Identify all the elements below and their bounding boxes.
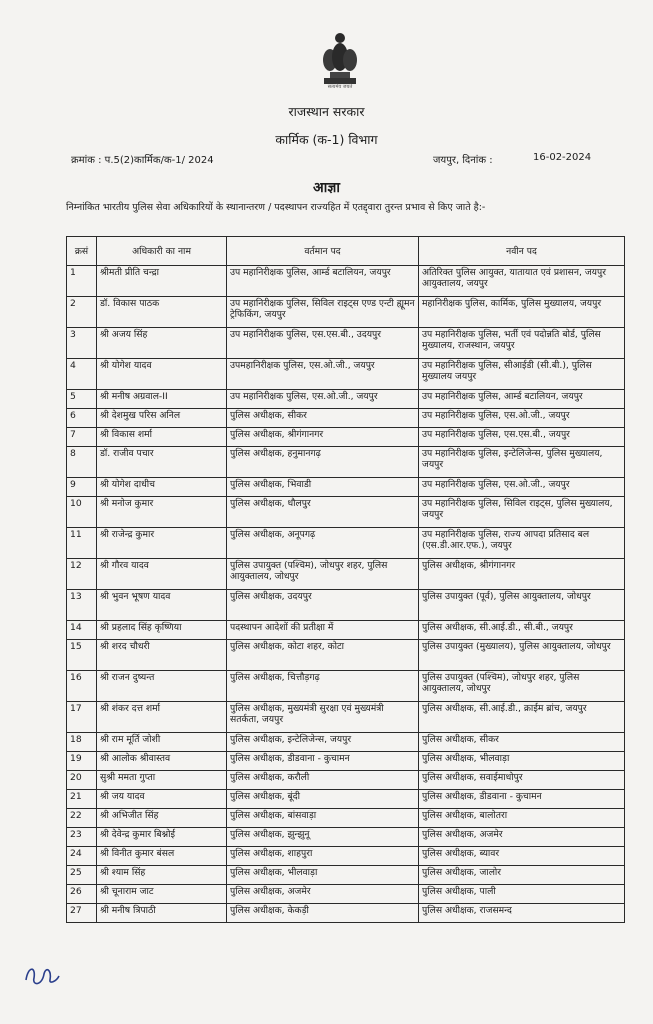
- department-name: कार्मिक (क-1) विभाग: [275, 132, 378, 147]
- row-new-post: पुलिस अधीक्षक, जालोर: [419, 866, 625, 885]
- row-current-post: पुलिस अधीक्षक, भिवाडी: [227, 478, 419, 497]
- government-name: राजस्थान सरकार: [288, 104, 365, 119]
- row-current-post: पुलिस अधीक्षक, चित्तौड़गढ़: [227, 671, 419, 702]
- row-current-post: पुलिस अधीक्षक, डीडवाना - कुचामन: [227, 752, 419, 771]
- table-row: [67, 359, 625, 390]
- table-row: [67, 847, 625, 866]
- row-current-post: उप महानिरीक्षक पुलिस, एस.ओ.जी., जयपुर: [227, 390, 419, 409]
- order-date: 16-02-2024: [533, 152, 592, 163]
- intro-text: निम्नांकित भारतीय पुलिस सेवा अधिकारियों के स्थानान्तरण / पदस्थापन राज्यहित में एतद्द्वारा तुरन्त प्रभाव से किए जाते है:-: [66, 202, 486, 213]
- row-serial: 8: [67, 447, 97, 478]
- row-serial: 23: [67, 828, 97, 847]
- row-new-post: उप महानिरीक्षक पुलिस, इन्टेलिजेन्स, पुलिस मुख्यालय, जयपुर: [419, 447, 625, 478]
- row-serial: 13: [67, 590, 97, 621]
- table-row: [67, 828, 625, 847]
- table-row: [67, 409, 625, 428]
- row-serial: 10: [67, 497, 97, 528]
- row-officer-name: श्री गौरव यादव: [97, 559, 227, 590]
- row-new-post: पुलिस अधीक्षक, सी.आई.डी., क्राईम ब्रांच, जयपुर: [419, 702, 625, 733]
- row-current-post: उप महानिरीक्षक पुलिस, एस.एस.बी., उदयपुर: [227, 328, 419, 359]
- row-new-post: उप महानिरीक्षक पुलिस, राज्य आपदा प्रतिसाद बल (एस.डी.आर.एफ.), जयपुर: [419, 528, 625, 559]
- row-serial: 18: [67, 733, 97, 752]
- order-title: आज्ञा: [313, 180, 340, 196]
- row-serial: 22: [67, 809, 97, 828]
- signature-mark: [22, 960, 62, 990]
- row-current-post: पुलिस उपायुक्त (पश्चिम), जोधपुर शहर, पुलिस आयुक्तालय, जोधपुर: [227, 559, 419, 590]
- row-officer-name: श्री श्याम सिंह: [97, 866, 227, 885]
- table-row: [67, 752, 625, 771]
- row-new-post: पुलिस अधीक्षक, अजमेर: [419, 828, 625, 847]
- row-officer-name: श्री विकास शर्मा: [97, 428, 227, 447]
- row-new-post: पुलिस अधीक्षक, राजसमन्द: [419, 904, 625, 923]
- row-new-post: उप महानिरीक्षक पुलिस, सीआईडी (सी.बी.), पुलिस मुख्यालय जयपुर: [419, 359, 625, 390]
- row-officer-name: श्री देशमुख परिस अनिल: [97, 409, 227, 428]
- row-current-post: पुलिस अधीक्षक, सीकर: [227, 409, 419, 428]
- row-serial: 7: [67, 428, 97, 447]
- row-officer-name: श्री अजय सिंह: [97, 328, 227, 359]
- row-current-post: पुलिस अधीक्षक, अनूपगढ़: [227, 528, 419, 559]
- table-row: [67, 266, 625, 297]
- row-serial: 19: [67, 752, 97, 771]
- row-officer-name: श्री शंकर दत्त शर्मा: [97, 702, 227, 733]
- row-new-post: पुलिस अधीक्षक, सीकर: [419, 733, 625, 752]
- table-row: [67, 809, 625, 828]
- table-row: [67, 771, 625, 790]
- row-officer-name: श्रीमती प्रीति चन्द्रा: [97, 266, 227, 297]
- row-new-post: उप महानिरीक्षक पुलिस, एस.ओ.जी., जयपुर: [419, 409, 625, 428]
- table-row: [67, 733, 625, 752]
- row-new-post: महानिरीक्षक पुलिस, कार्मिक, पुलिस मुख्यालय, जयपुर: [419, 297, 625, 328]
- row-officer-name: श्री प्रहलाद सिंह कृष्णिया: [97, 621, 227, 640]
- row-serial: 15: [67, 640, 97, 671]
- table-row: [67, 671, 625, 702]
- table-row: [67, 390, 625, 409]
- table-row: [67, 702, 625, 733]
- row-officer-name: श्री भुवन भूषण यादव: [97, 590, 227, 621]
- row-serial: 27: [67, 904, 97, 923]
- row-new-post: पुलिस अधीक्षक, बालोतरा: [419, 809, 625, 828]
- row-new-post: पुलिस अधीक्षक, सी.आई.डी., सी.बी., जयपुर: [419, 621, 625, 640]
- row-current-post: उप महानिरीक्षक पुलिस, सिविल राइट्स एण्ड एन्टी ह्यूमन ट्रेफिकिंग, जयपुर: [227, 297, 419, 328]
- table-row: [67, 904, 625, 923]
- row-new-post: पुलिस उपायुक्त (पश्चिम), जोधपुर शहर, पुलिस आयुक्तालय, जोधपुर: [419, 671, 625, 702]
- place-label: जयपुर, दिनांक :: [433, 155, 493, 166]
- row-new-post: उप महानिरीक्षक पुलिस, एस.एस.बी., जयपुर: [419, 428, 625, 447]
- table-row: [67, 866, 625, 885]
- row-current-post: पुलिस अधीक्षक, हनुमानगढ़: [227, 447, 419, 478]
- table-row: [67, 297, 625, 328]
- row-new-post: पुलिस अधीक्षक, ब्यावर: [419, 847, 625, 866]
- row-serial: 5: [67, 390, 97, 409]
- row-serial: 4: [67, 359, 97, 390]
- col-header-current-post: वर्तमान पद: [227, 237, 419, 266]
- row-serial: 25: [67, 866, 97, 885]
- row-serial: 2: [67, 297, 97, 328]
- table-row: [67, 447, 625, 478]
- row-new-post: उप महानिरीक्षक पुलिस, सिविल राइट्स, पुलिस मुख्यालय, जयपुर: [419, 497, 625, 528]
- row-officer-name: श्री देवेन्द्र कुमार बिश्नोई: [97, 828, 227, 847]
- row-serial: 17: [67, 702, 97, 733]
- row-current-post: उप महानिरीक्षक पुलिस, आर्म्ड बटालियन, जयपुर: [227, 266, 419, 297]
- table-body: [67, 266, 625, 923]
- row-current-post: पुलिस अधीक्षक, शाहपुरा: [227, 847, 419, 866]
- row-new-post: उप महानिरीक्षक पुलिस, भर्ती एवं पदोन्नति बोर्ड, पुलिस मुख्यालय, राजस्थान, जयपुर: [419, 328, 625, 359]
- row-new-post: पुलिस उपायुक्त (मुख्यालय), पुलिस आयुक्तालय, जोधपुर: [419, 640, 625, 671]
- row-current-post: पुलिस अधीक्षक, इन्टेलिजेन्स, जयपुर: [227, 733, 419, 752]
- col-header-new-post: नवीन पद: [419, 237, 625, 266]
- table-header-row: [67, 237, 625, 266]
- row-officer-name: श्री अभिजीत सिंह: [97, 809, 227, 828]
- row-current-post: उपमहानिरीक्षक पुलिस, एस.ओ.जी., जयपुर: [227, 359, 419, 390]
- row-new-post: उप महानिरीक्षक पुलिस, एस.ओ.जी., जयपुर: [419, 478, 625, 497]
- row-officer-name: श्री राजन दुष्यन्त: [97, 671, 227, 702]
- row-officer-name: डॉ. राजीव पचार: [97, 447, 227, 478]
- row-officer-name: श्री योगेश यादव: [97, 359, 227, 390]
- row-current-post: पुलिस अधीक्षक, श्रीगंगानगर: [227, 428, 419, 447]
- row-officer-name: श्री मनीष अग्रवाल-II: [97, 390, 227, 409]
- table-row: [67, 885, 625, 904]
- row-current-post: पुलिस अधीक्षक, झुन्झुनू: [227, 828, 419, 847]
- row-new-post: उप महानिरीक्षक पुलिस, आर्म्ड बटालियन, जयपुर: [419, 390, 625, 409]
- row-officer-name: श्री राम मूर्ति जोशी: [97, 733, 227, 752]
- table-row: [67, 528, 625, 559]
- reference-value: प.5(2)कार्मिक/क-1/ 2024: [104, 155, 214, 166]
- row-new-post: अतिरिक्त पुलिस आयुक्त, यातायात एवं प्रशासन, जयपुर आयुक्तालय, जयपुर: [419, 266, 625, 297]
- row-new-post: पुलिस अधीक्षक, सवाईमाधोपुर: [419, 771, 625, 790]
- row-serial: 11: [67, 528, 97, 559]
- row-new-post: पुलिस अधीक्षक, श्रीगंगानगर: [419, 559, 625, 590]
- row-officer-name: श्री राजेन्द्र कुमार: [97, 528, 227, 559]
- row-serial: 6: [67, 409, 97, 428]
- row-current-post: पुलिस अधीक्षक, करौली: [227, 771, 419, 790]
- reference-number: [71, 152, 214, 166]
- row-officer-name: श्री मनोज कुमार: [97, 497, 227, 528]
- row-serial: 1: [67, 266, 97, 297]
- row-officer-name: श्री विनीत कुमार बंसल: [97, 847, 227, 866]
- col-header-serial: क्रसं: [67, 237, 97, 266]
- table-row: [67, 590, 625, 621]
- row-serial: 12: [67, 559, 97, 590]
- row-current-post: पुलिस अधीक्षक, मुख्यमंत्री सुरक्षा एवं मुख्यमंत्री सतर्कता, जयपुर: [227, 702, 419, 733]
- row-current-post: पुलिस अधीक्षक, कोटा शहर, कोटा: [227, 640, 419, 671]
- row-serial: 24: [67, 847, 97, 866]
- row-current-post: पुलिस अधीक्षक, बांसवाड़ा: [227, 809, 419, 828]
- row-current-post: पुलिस अधीक्षक, उदयपुर: [227, 590, 419, 621]
- row-officer-name: डॉ. विकास पाठक: [97, 297, 227, 328]
- reference-label: क्रमांक :: [71, 155, 102, 166]
- row-serial: 14: [67, 621, 97, 640]
- row-officer-name: श्री योगेश दाधीच: [97, 478, 227, 497]
- row-serial: 16: [67, 671, 97, 702]
- row-current-post: पुलिस अधीक्षक, धौलपुर: [227, 497, 419, 528]
- table-row: [67, 790, 625, 809]
- row-new-post: पुलिस अधीक्षक, भीलवाड़ा: [419, 752, 625, 771]
- row-officer-name: सुश्री ममता गुप्ता: [97, 771, 227, 790]
- row-officer-name: श्री शरद चौधरी: [97, 640, 227, 671]
- transfer-table: [66, 236, 625, 923]
- table-row: [67, 497, 625, 528]
- row-serial: 21: [67, 790, 97, 809]
- row-officer-name: श्री जय यादव: [97, 790, 227, 809]
- table-row: [67, 621, 625, 640]
- row-new-post: पुलिस अधीक्षक, डीडवाना - कुचामन: [419, 790, 625, 809]
- row-serial: 26: [67, 885, 97, 904]
- row-current-post: पुलिस अधीक्षक, अजमेर: [227, 885, 419, 904]
- table-row: [67, 559, 625, 590]
- row-officer-name: श्री आलोक श्रीवास्तव: [97, 752, 227, 771]
- table-row: [67, 640, 625, 671]
- emblem-motto: सत्यमेव जयते: [327, 84, 353, 90]
- row-serial: 20: [67, 771, 97, 790]
- row-current-post: पुलिस अधीक्षक, केकड़ी: [227, 904, 419, 923]
- row-new-post: पुलिस उपायुक्त (पूर्व), पुलिस आयुक्तालय, जोधपुर: [419, 590, 625, 621]
- table-row: [67, 478, 625, 497]
- row-officer-name: श्री चूनाराम जाट: [97, 885, 227, 904]
- row-current-post: पदस्थापन आदेशों की प्रतीक्षा में: [227, 621, 419, 640]
- row-current-post: पुलिस अधीक्षक, भीलवाड़ा: [227, 866, 419, 885]
- col-header-officer-name: अधिकारी का नाम: [97, 237, 227, 266]
- row-officer-name: श्री मनीष त्रिपाठी: [97, 904, 227, 923]
- table-row: [67, 328, 625, 359]
- table-row: [67, 428, 625, 447]
- row-serial: 3: [67, 328, 97, 359]
- row-current-post: पुलिस अधीक्षक, बूंदी: [227, 790, 419, 809]
- row-serial: 9: [67, 478, 97, 497]
- row-new-post: पुलिस अधीक्षक, पाली: [419, 885, 625, 904]
